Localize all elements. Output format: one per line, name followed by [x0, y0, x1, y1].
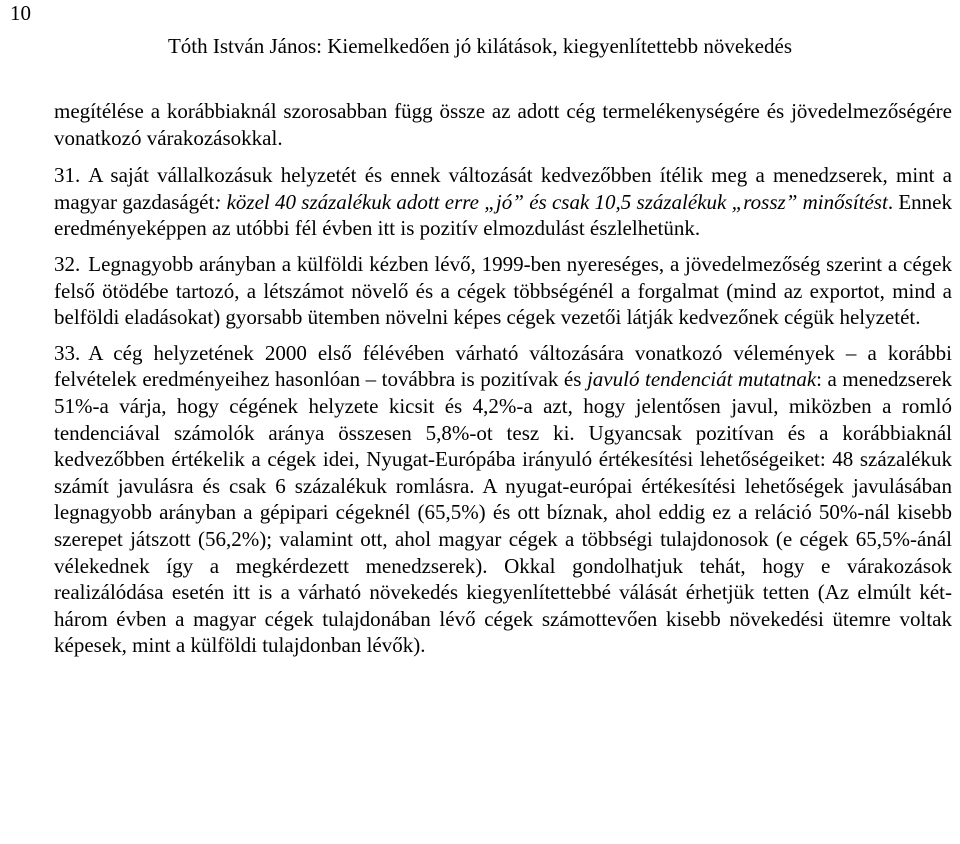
- paragraph-italic-text: javuló tendenciát mutatnak: [586, 367, 817, 392]
- paragraph-31: [54, 162, 952, 242]
- page-number: 10: [10, 1, 31, 25]
- paragraph-continuation: [54, 98, 952, 151]
- paragraph-text: : a menedzserek 51%-a várja, hogy cégének helyzete kicsit és 4,2%-a azt, hogy jelentősen javul, miközben a romló tendenciával számolók aránya összesen 5,8%-ot tesz ki. Ugyancsak pozitívan és a korábbiaknál kedvezőbben értékelik a cégek idei, Nyugat-Európába irányuló értékesítési lehetőségeiket: 48 százalékuk számít javulásra és csak 6 százalékuk romlásra. A nyugat-európai értékesítési lehetőségek javulásában legnagyobb arányban a gépipari cégeknél (65,5%) és ott bíznak, ahol eddig ez a reláció 50%-nál kisebb szerepet játszott (56,2%); valamint ott, ahol magyar cégek a többségi tulajdonosok (e cégek 65,5%-ánál vélekednek így a megkérdezett menedzserek). Okkal gondolhatjuk tehát, hogy e várakozások realizálódása esetén itt is a várható növekedés kiegyenlítettebbé válását érhetjük tetten (Az elmúlt két-három évben a magyar cégek tulajdonában lévő cégek számottevően kisebb növekedési ütemre voltak képesek, mint a külföldi tulajdonban lévők).: [54, 367, 952, 658]
- paragraph-text: megítélése a korábbiaknál szorosabban függ össze az adott cég termelékenységére és jövedelmezőségére vonatkozó várakozásokkal.: [54, 99, 952, 150]
- paragraph-number: 31.: [54, 163, 81, 188]
- paragraph-text: . Ennek eredményeképpen az utóbbi fél évben itt is pozitív elmozdulást észlelhetünk.: [54, 189, 952, 241]
- body-text: [54, 98, 952, 668]
- paragraph-32: [54, 251, 952, 331]
- paragraph-number: 32.: [54, 251, 81, 276]
- paragraph-text: Legnagyobb arányban a külföldi kézben lévő, 1999-ben nyereséges, a jövedelmezőség szerint a cégek felső ötödébe tartozó, a létszámot növelő és a cégek többségénél a forgalmat (mind az exportot, mind a belföldi eladásokat) gyorsabb ütemben növelni képes cégek vezetői látják kedvezőnek cégük helyzetét.: [54, 251, 952, 330]
- paragraph-number: 33.: [54, 340, 81, 365]
- paragraph-italic-text: : közel 40 százalékuk adott erre „jó” és csak 10,5 százalékuk „rossz” minősítést: [214, 189, 888, 214]
- paragraph-text: A saját vállalkozásuk helyzetét és ennek változását kedvezőbben ítélik meg a menedzserek, mint a magyar gazdaságét: [54, 163, 952, 214]
- paragraph-text: A cég helyzetének 2000 első félévében várható változására vonatkozó vélemények – a korábbi felvételek eredményeihez hasonlóan – továbbra is pozitívak és: [54, 340, 952, 392]
- paragraph-33: [54, 340, 952, 659]
- running-header: Tóth István János: Kiemelkedően jó kilátások, kiegyenlítettebb növekedés: [167, 34, 792, 58]
